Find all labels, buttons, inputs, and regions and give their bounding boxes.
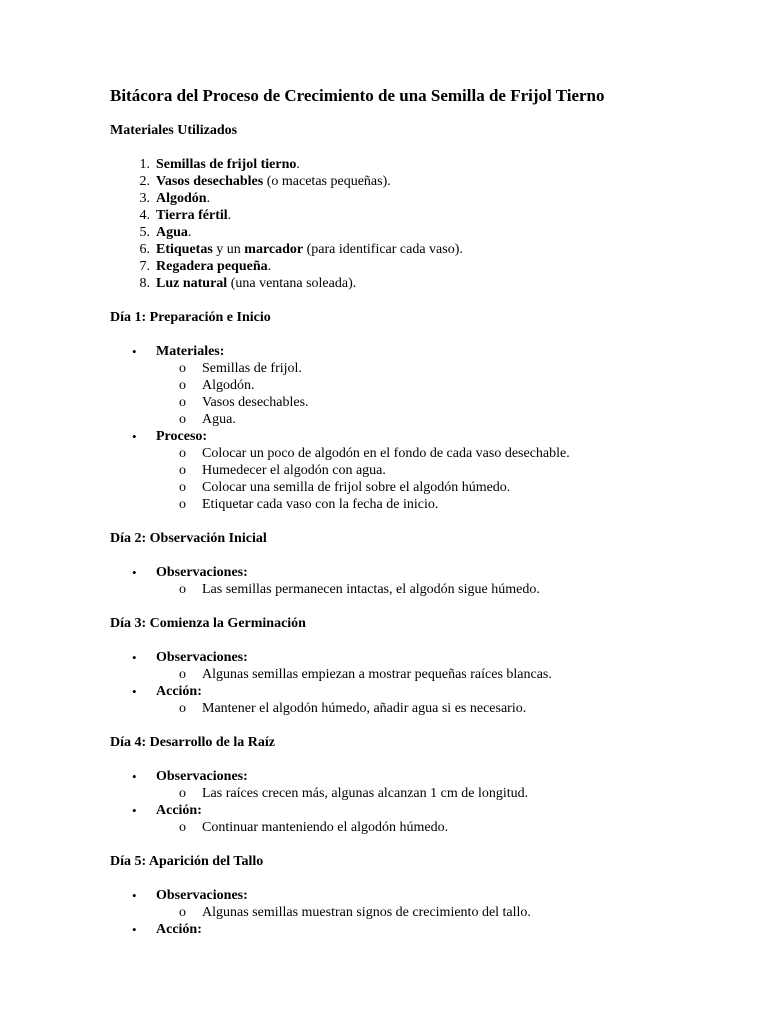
sub-item-text: Las raíces crecen más, algunas alcanzan 1 cm de longitud. [202,786,529,801]
group-label: Observaciones: [156,769,248,784]
material-detail: . [267,259,272,274]
circle-bullet-icon: o [179,361,186,376]
materials-list [110,156,730,292]
bullet-icon: • [132,684,137,699]
group-label: Acción: [156,922,202,937]
circle-bullet-icon: o [179,820,186,835]
sub-item-text: Semillas de frijol. [202,361,302,376]
sub-item-text: Etiquetar cada vaso con la fecha de inicio. [202,497,439,512]
material-name: Regadera pequeña [156,259,268,274]
sub-list [156,666,730,683]
sub-list-item [156,411,730,428]
material-item [110,156,730,173]
circle-bullet-icon: o [179,378,186,393]
sub-list-item [156,581,730,598]
material-detail: (o macetas pequeñas). [263,174,391,189]
material-name-secondary: marcador [244,242,304,257]
material-item [110,241,730,258]
material-detail: . [206,191,211,206]
material-name: Etiquetas [156,242,213,257]
sub-item-text: Vasos desechables. [202,395,309,410]
day-heading: Día 3: Comienza la Germinación [110,616,306,631]
sub-list [156,819,730,836]
circle-bullet-icon: o [179,905,186,920]
materials-heading: Materiales Utilizados [110,123,238,138]
sub-list-item [156,479,730,496]
list-number: 1 . [130,156,150,173]
circle-bullet-icon: o [179,497,186,512]
sub-item-text: Las semillas permanecen intactas, el algodón sigue húmedo. [202,582,540,597]
document-page [110,86,730,938]
material-name: Semillas de frijol tierno [156,157,297,172]
material-detail: (para identificar cada vaso). [303,242,463,257]
sub-item-text: Continuar manteniendo el algodón húmedo. [202,820,449,835]
list-number: 7 . [130,258,150,275]
bullet-icon: • [132,922,137,937]
circle-bullet-icon: o [179,480,186,495]
group-label: Observaciones: [156,888,248,903]
list-number: 6 . [130,241,150,258]
material-name: Algodón [156,191,207,206]
material-item [110,207,730,224]
material-item [110,173,730,190]
list-number: 2 . [130,173,150,190]
list-number: 4 . [130,207,150,224]
sub-item-text: Agua. [202,412,236,427]
material-detail: (una ventana soleada). [227,276,357,291]
sub-list-item [156,445,730,462]
sub-list-item [156,360,730,377]
bullet-icon: • [132,429,137,444]
group-label: Materiales: [156,344,225,359]
group-label: Observaciones: [156,565,248,580]
sub-list [156,904,730,921]
list-number: 8 . [130,275,150,292]
circle-bullet-icon: o [179,786,186,801]
material-name: Tierra fértil [156,208,228,223]
sub-list-item [156,700,730,717]
sub-list [156,360,730,428]
bullet-group [110,802,730,836]
bullet-icon: • [132,769,137,784]
material-item [110,275,730,292]
bullet-group [110,649,730,683]
material-detail: . [227,208,232,223]
day-bullet-list [110,768,730,836]
list-number: 3 . [130,190,150,207]
sub-item-text: Algunas semillas empiezan a mostrar pequeñas raíces blancas. [202,667,552,682]
group-label: Proceso: [156,429,208,444]
sub-item-text: Mantener el algodón húmedo, añadir agua si es necesario. [202,701,527,716]
list-number: 5 . [130,224,150,241]
bullet-group [110,921,730,938]
material-detail: . [296,157,300,172]
sub-list-item [156,394,730,411]
material-name: Vasos desechables [156,174,264,189]
group-label: Acción: [156,684,202,699]
day-heading: Día 4: Desarrollo de la Raíz [110,735,275,750]
day-heading: Día 1: Preparación e Inicio [110,310,271,325]
material-item [110,224,730,241]
day-bullet-list [110,564,730,598]
material-text: y un [212,242,245,257]
sub-item-text: Humedecer el algodón con agua. [202,463,386,478]
sub-list-item [156,496,730,513]
days-container [110,309,730,938]
sub-list-item [156,785,730,802]
bullet-group [110,887,730,921]
circle-bullet-icon: o [179,582,186,597]
circle-bullet-icon: o [179,412,186,427]
circle-bullet-icon: o [179,446,186,461]
circle-bullet-icon: o [179,667,186,682]
bullet-group [110,768,730,802]
bullet-group [110,564,730,598]
sub-list [156,445,730,513]
sub-list-item [156,819,730,836]
circle-bullet-icon: o [179,701,186,716]
material-item [110,190,730,207]
sub-item-text: Algunas semillas muestran signos de crecimiento del tallo. [202,905,531,920]
sub-list [156,785,730,802]
group-label: Observaciones: [156,650,248,665]
sub-list-item [156,904,730,921]
sub-item-text: Colocar una semilla de frijol sobre el algodón húmedo. [202,480,511,495]
day-bullet-list [110,649,730,717]
circle-bullet-icon: o [179,395,186,410]
bullet-icon: • [132,565,137,580]
group-label: Acción: [156,803,202,818]
material-item [110,258,730,275]
bullet-group [110,428,730,513]
bullet-icon: • [132,344,137,359]
sub-list-item [156,462,730,479]
document-title: Bitácora del Proceso de Crecimiento de una Semilla de Frijol Tierno [110,86,605,105]
sub-list [156,700,730,717]
day-heading: Día 2: Observación Inicial [110,531,267,546]
day-bullet-list [110,343,730,513]
sub-item-text: Algodón. [202,378,255,393]
bullet-icon: • [132,650,137,665]
sub-list [156,581,730,598]
sub-list-item [156,377,730,394]
bullet-icon: • [132,803,137,818]
material-detail: . [187,225,192,240]
sub-item-text: Colocar un poco de algodón en el fondo de cada vaso desechable. [202,446,570,461]
day-bullet-list [110,887,730,938]
bullet-group [110,343,730,428]
material-name: Agua [156,225,188,240]
material-name: Luz natural [156,276,228,291]
bullet-group [110,683,730,717]
circle-bullet-icon: o [179,463,186,478]
sub-list-item [156,666,730,683]
day-heading: Día 5: Aparición del Tallo [110,854,264,869]
bullet-icon: • [132,888,137,903]
